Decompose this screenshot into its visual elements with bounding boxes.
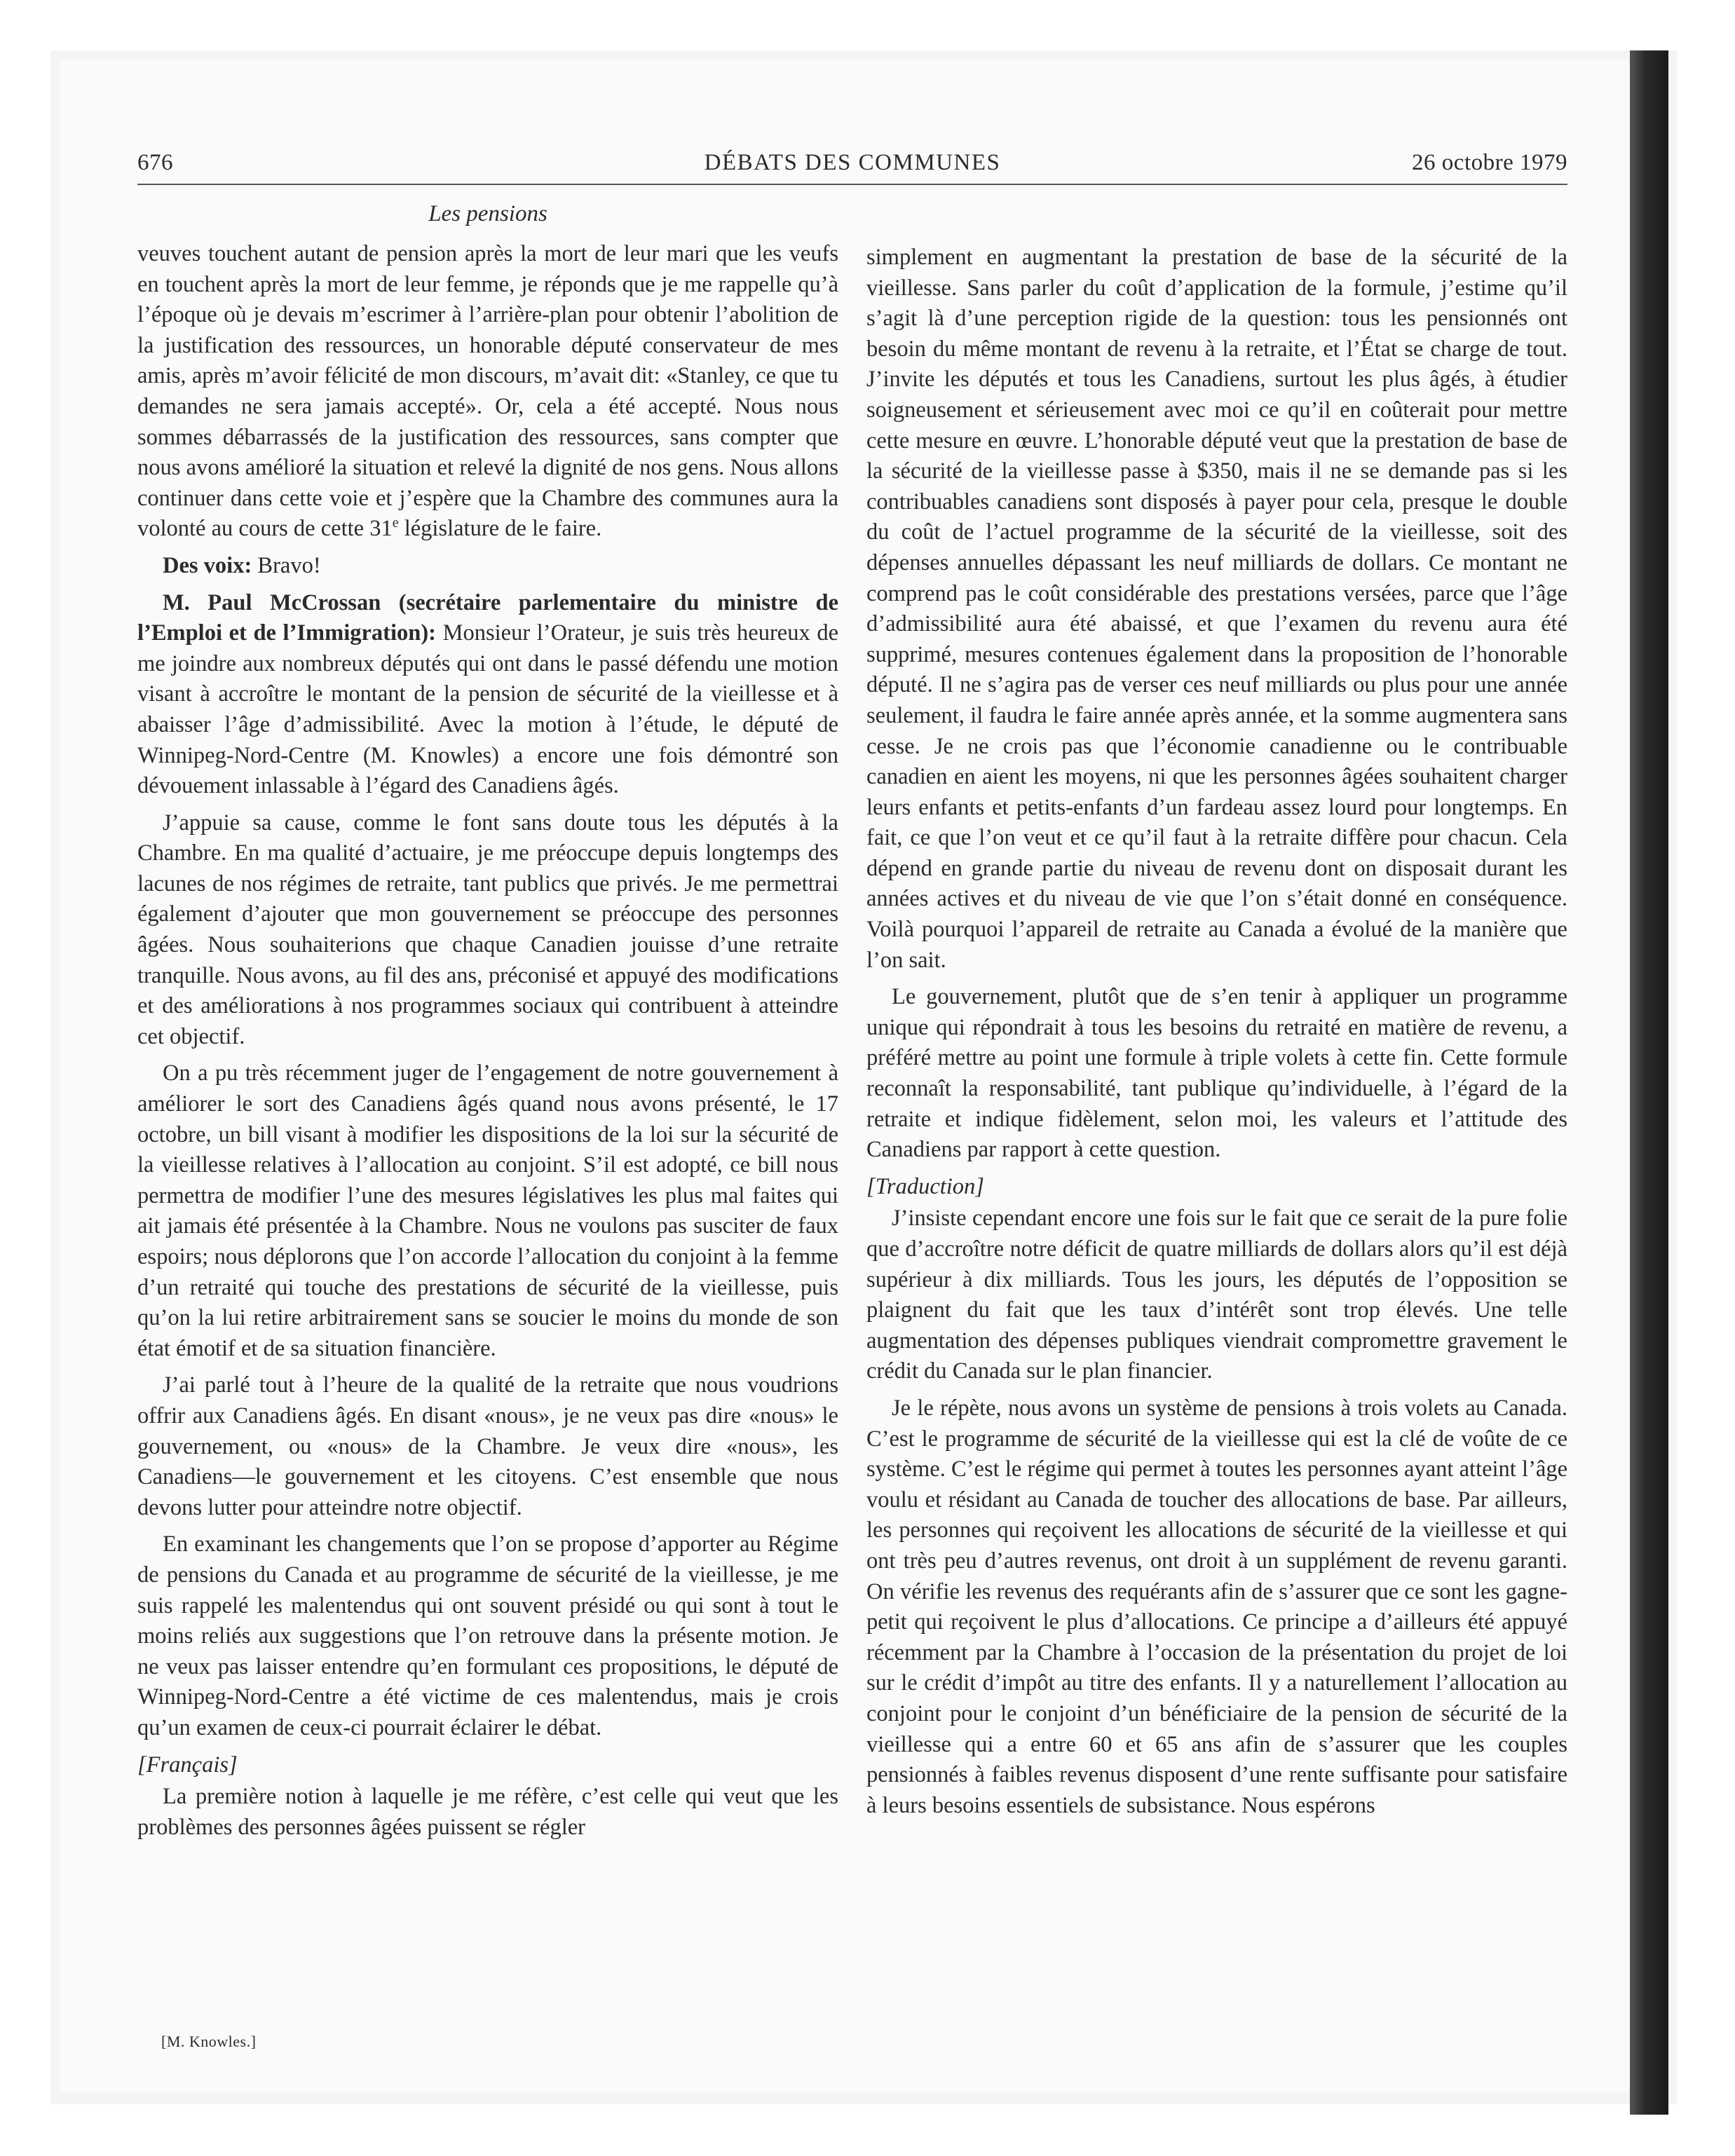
paragraph: J’insiste cependant encore une fois sur le fait que ce serait de la pure folie que d’accroître notre déficit de quatre milliards de dollars alors qu’il est déjà supérieur à dix milliards. Tous les jours, les députés de l’opposition se plaignent du fait que les taux d’intérêt sont trop élevés. Une telle augmentation des dépenses publiques viendrait compromettre gravement le crédit du Canada sur le plan financier. [866, 1206, 1567, 1384]
paragraph: Le gouvernement, plutôt que de s’en tenir à appliquer un programme unique qui répondrait à tous les besoins du retraité en matière de revenu, a préféré mettre au point une formule à triple volets à cette fin. Cette formule reconnaît la responsabilité, tant publique qu’individuelle, à l’égard de la retraite et indique fidèlement, selon moi, les valeurs et l’attitude des Canadiens par rapport à cette question. [866, 984, 1567, 1163]
paragraph: En examinant les changements que l’on se propose d’apporter au Régime de pensions du Canada et au programme de sécurité de la vieillesse, je me suis rappelé les malentendus qui ont souvent présidé ou qui sont à tout le moins reliés aux suggestions que l’on retrouve dans la présente motion. Je ne veux pas laisser entendre qu’en formulant ces propositions, le député de Winnipeg-Nord-Centre a été victime de ces malentendus, mais je crois qu’un examen de ceux-ci pourrait éclairer le débat. [137, 1531, 838, 1740]
speaker-name: Des voix: [163, 552, 252, 578]
speaker-name: M. Paul McCrossan (secrétaire parlementaire du ministre de l’Emploi et de l’Immigration): [137, 589, 838, 646]
binding-spine [1630, 50, 1668, 2115]
paragraph: simplement en augmentant la prestation de base de la sécurité de la vieillesse. Sans parler du coût d’application de la formule, j’estime qu’il s’agit là d’une perception rigide de la question: tous les pensionnés ont besoin du même montant de revenu à la retraite, et l’État se charge de tout. J’invite les députés et tous les Canadiens, surtout les plus âgés, à étudier soigneusement et sérieusement avec moi ce qu’il en coûterait pour mettre cette mesure en œuvre. L’honorable député veut que la prestation de base de la sécurité de la vieillesse passe à $350, mais il ne se demande pas si les contribuables canadiens sont disposés à payer pour cela, presque le double du coût de l’actuel programme de la sécurité de la vieillesse, soit des dépenses annuelles dépassant les neuf milliards de dollars. Ce montant ne comprend pas le coût considérable des prestations versées, parce que l’âge d’admissibilité aura été abaissé, et que l’examen du revenu aura été supprimé, mesures contenues également dans la proposition de l’honorable député. Il ne s’agira pas de verser ces neuf milliards ou plus pour une année seulement, il faudra le faire année après année, et la somme augmentera sans cesse. Je ne crois pas que l’économie canadienne ou le contribuable canadien en aient les moyens, ni que les personnes âgées souhaitent charger leurs enfants et petits-enfants d’un fardeau assez lourd pour longtemps. En fait, ce que l’on veut et ce qu’il faut à la retraite diffère pour chacun. Cela dépend en grande partie du niveau de revenu dont on disposait durant les années actives et du niveau de vie que l’on s’était donné en conséquence. Voilà pourquoi l’appareil de retraite au Canada a évolué de la manière que l’on sait. [866, 245, 1567, 973]
paragraph: La première notion à laquelle je me réfère, c’est celle qui veut que les problèmes des personnes âgées puissent se régler [137, 1784, 838, 1840]
language-marker: [Traduction] [866, 1173, 984, 1199]
paragraph: Des voix: Bravo! [163, 552, 321, 578]
paragraph: J’ai parlé tout à l’heure de la qualité de la retraite que nous voudrions offrir aux Canadiens âgés. En disant «nous», je ne veux pas dire «nous» le gouvernement, ou «nous» de la Chambre. Je veux dire «nous», les Canadiens—le gouvernement et les citoyens. C’est ensemble que nous devons lutter pour atteindre notre objectif. [137, 1372, 838, 1520]
paragraph: J’appuie sa cause, comme le font sans doute tous les députés à la Chambre. En ma qualité d’actuaire, je me préoccupe depuis longtemps des lacunes de nos régimes de retraite, tant publics que privés. Je me permettrai également d’ajouter que mon gouvernement se préoccupe des personnes âgées. Nous souhaiterions que chaque Canadien jouisse d’une retraite tranquille. Nous avons, au fil des ans, préconisé et appuyé des modifications et des améliorations à nos programmes sociaux qui contribuent à atteindre cet objectif. [137, 810, 838, 1049]
right-column [866, 243, 1567, 1827]
page-number: 676 [137, 150, 173, 175]
paragraph: veuves touchent autant de pension après la mort de leur mari que les veufs en touchent après la mort de leur femme, je réponds que je me rappelle qu’à l’époque où je devais m’escrimer à l’arrière-plan pour obtenir l’abolition de la justification des ressources, un honorable député conservateur de mes amis, après m’avoir félicité de mon discours, m’avait dit: «Stanley, ce que tu demandes ne sera jamais accepté». Or, cela a été accepté. Nous nous sommes débarrassés de la justification des ressources, sans compter que nous avons amélioré la situation et relevé la dignité de nos gens. Nous allons continuer dans cette voie et j’espère que la Chambre des communes aura la volonté au cours de cette 31e législature de le faire. [137, 241, 838, 542]
section-title: Les pensions [428, 201, 547, 226]
header-rule [137, 184, 1567, 185]
publication-title: DÉBATS DES COMMUNES [704, 150, 1001, 175]
footer-note: [M. Knowles.] [161, 2033, 257, 2050]
left-column [137, 239, 838, 1849]
paragraph: M. Paul McCrossan (secrétaire parlementaire du ministre de l’Emploi et de l’Immigration): Monsieur l’Orateur, je suis très heureux de me joindre aux nombreux députés qui ont dans le passé défendu une motion visant à accroître le montant de la pension de sécurité de la vieillesse et à abaisser l’âge d’admissibilité. Avec la motion à l’étude, le député de Winnipeg-Nord-Centre (M. Knowles) a encore une fois démontré son dévouement inlassable à l’égard des Canadiens âgés. [137, 589, 838, 799]
publication-date: 26 octobre 1979 [1412, 150, 1567, 175]
paragraph: On a pu très récemment juger de l’engagement de notre gouvernement à améliorer le sort des Canadiens âgés quand nous avons présenté, le 17 octobre, un bill visant à modifier les dispositions de la loi sur la sécurité de la vieillesse relatives à l’allocation au conjoint. S’il est adopté, ce bill nous permettra de modifier l’une des mesures législatives les plus mal faites qui ait jamais été présentée à la Chambre. Nous ne voulons pas susciter de faux espoirs; nous déplorons que l’on accorde l’allocation du conjoint à la femme d’un retraité qui touche des prestations de sécurité de la vieillesse, puis qu’on la lui retire arbitrairement sans se soucier le moins du monde de son état émotif et de sa situation financière. [137, 1060, 838, 1361]
paragraph: Je le répète, nous avons un système de pensions à trois volets au Canada. C’est le programme de sécurité de la vieillesse qui est la clé de voûte de ce système. C’est le régime qui permet à toutes les personnes ayant atteint l’âge voulu et résidant au Canada de toucher des allocations de base. Par ailleurs, les personnes qui reçoivent les allocations de sécurité de la vieillesse et qui ont très peu d’autres revenus, ont droit à un supplément de revenu garanti. On vérifie les revenus des requérants afin de s’assurer que ce sont les gagne-petit qui reçoivent le plus d’allocations. Ce principe a d’ailleurs été appuyé récemment par la Chambre à l’occasion de la présentation du projet de loi sur le crédit d’impôt au titre des enfants. Il y a naturellement l’allocation au conjoint pour le conjoint d’un bénéficiaire de la pension de sécurité de la vieillesse qui a entre 60 et 65 ans afin de s’assurer que les couples pensionnés à faibles revenus disposent d’une rente suffisante pour satisfaire à leurs besoins essentiels de subsistance. Nous espérons [866, 1395, 1567, 1818]
running-head [137, 150, 1567, 186]
language-marker: [Français] [137, 1752, 238, 1778]
